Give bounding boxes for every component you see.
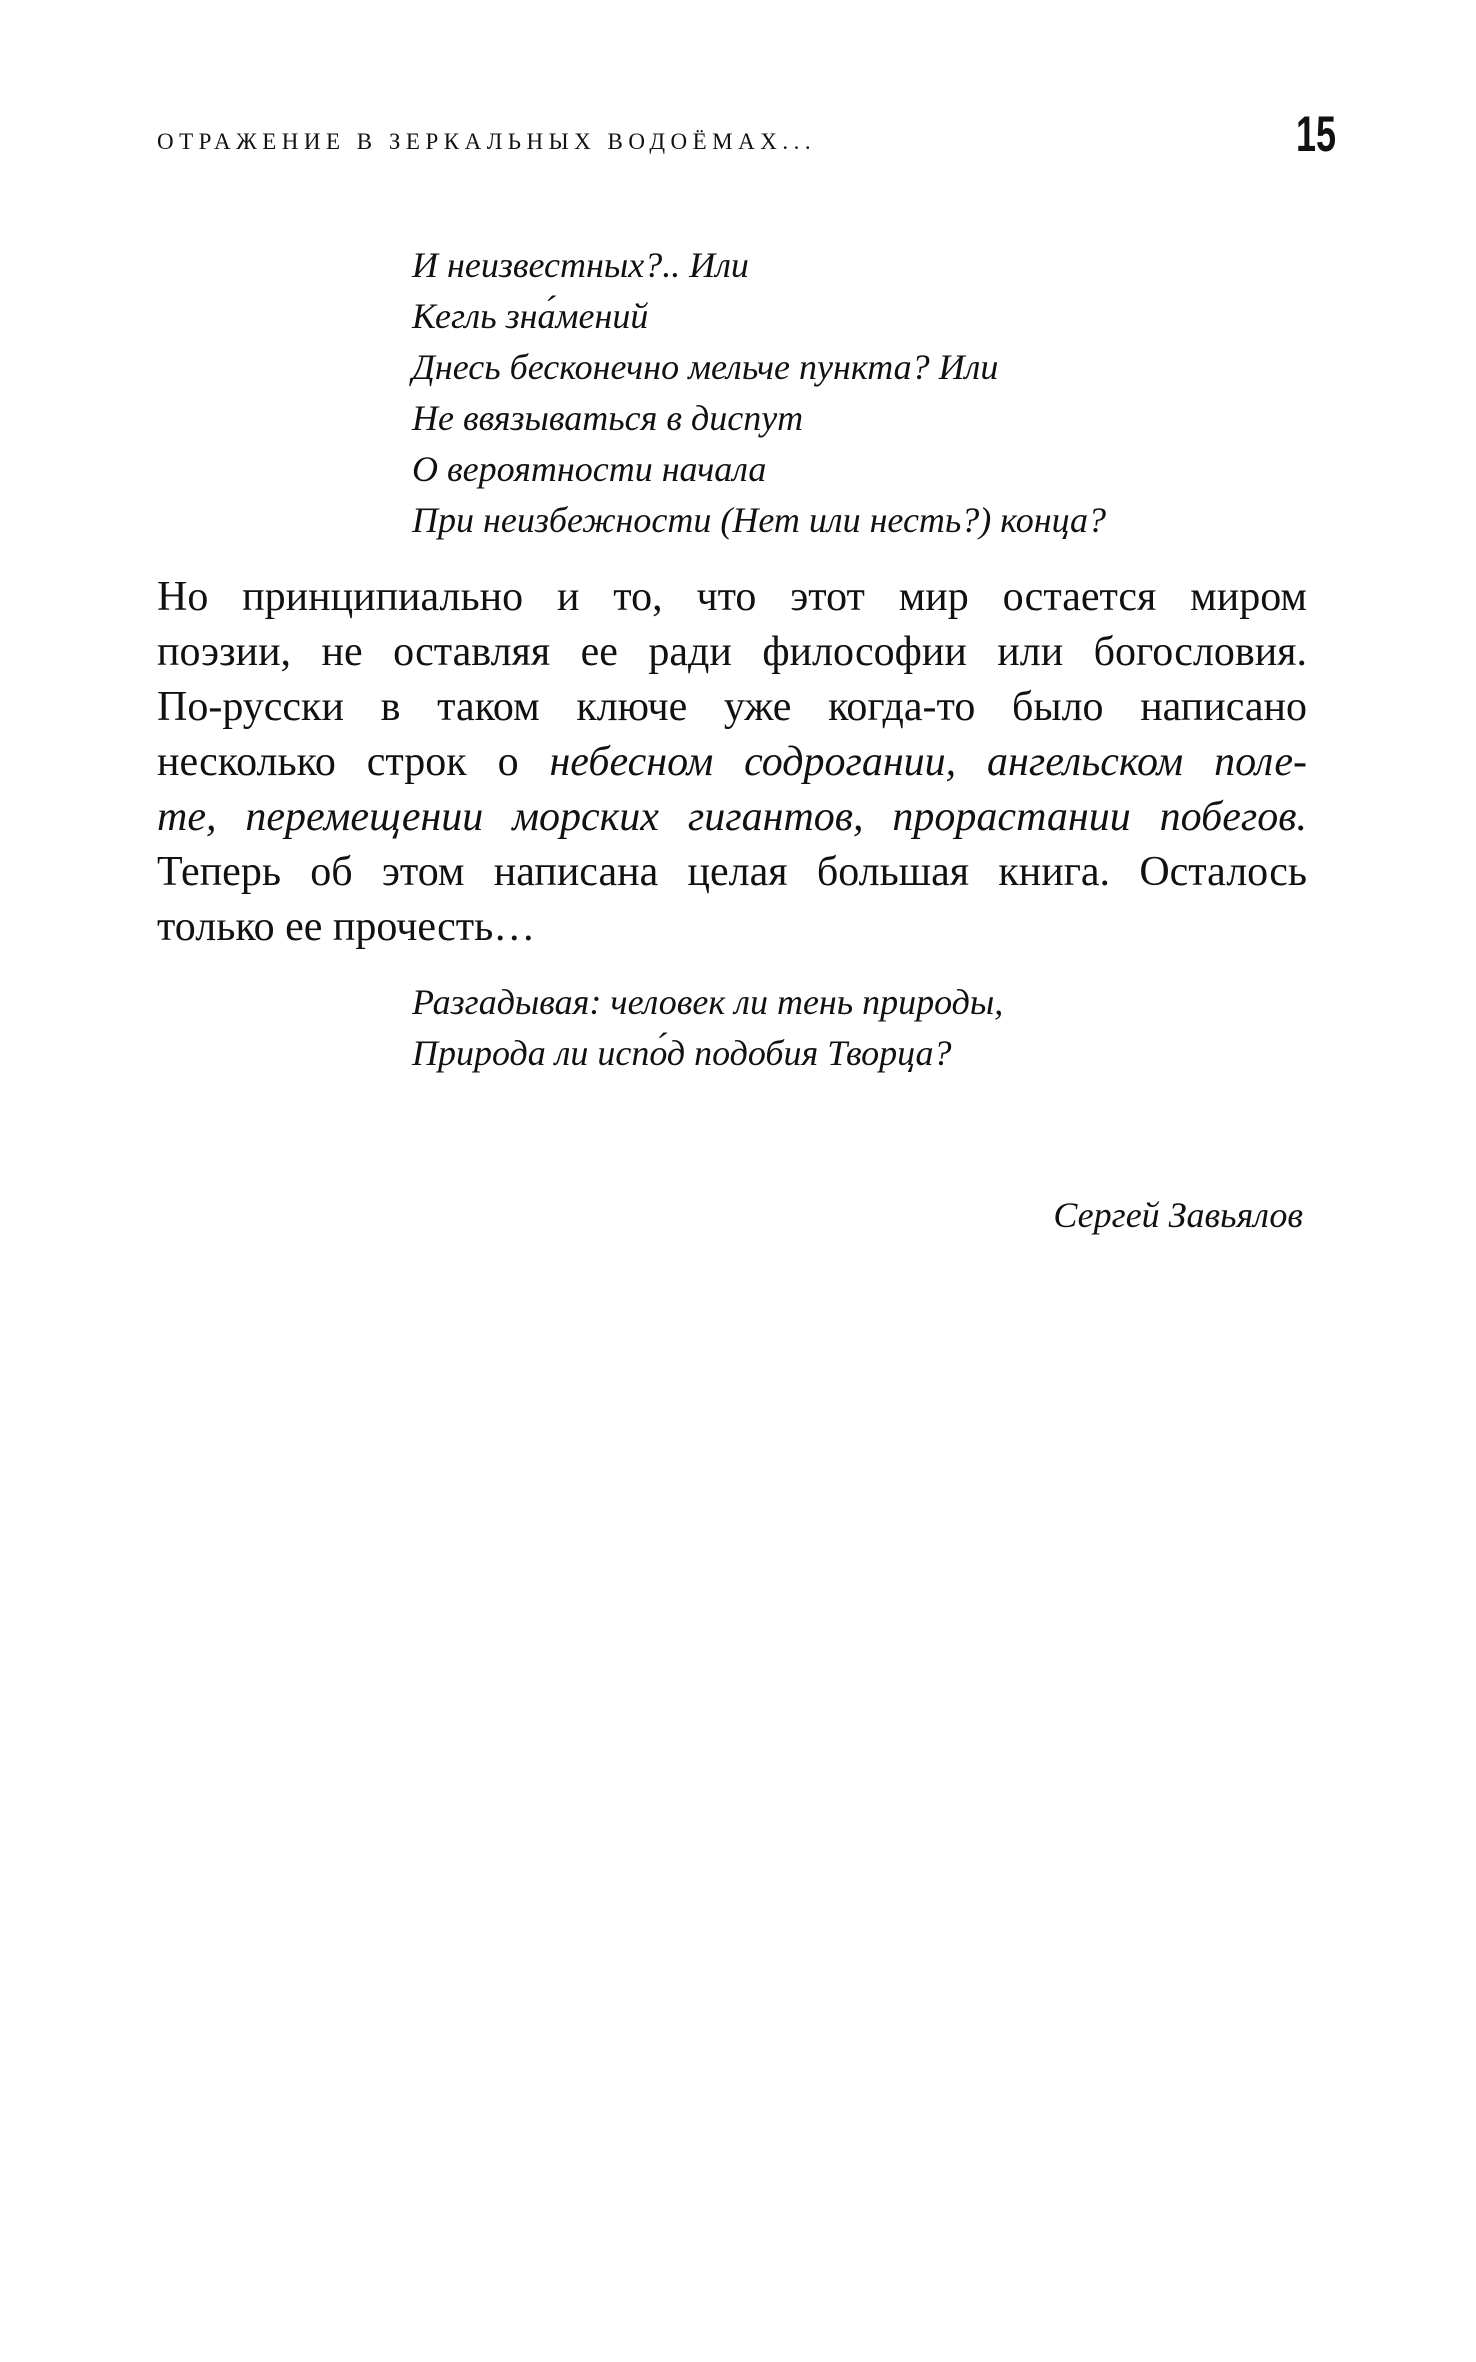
verse-line: Природа ли испо́д подобия Творца? [412, 1033, 952, 1073]
paragraph-line: поэзии, не оставляя ее ради философии или богословия. [157, 629, 1307, 675]
verse-line: И неизвестных?.. Или [412, 245, 749, 285]
body-paragraph [157, 570, 1307, 955]
verse-line: О вероятности начала [412, 449, 767, 489]
verse-line: Днесь бесконечно мельче пункта? Или [412, 347, 999, 387]
verse-quote [412, 977, 1003, 1079]
paragraph-line: Теперь об этом написана целая большая книга. Осталось [157, 849, 1307, 895]
verse-line: При неизбежности (Нет или несть?) конца? [412, 500, 1107, 540]
paragraph-line [157, 790, 1307, 845]
verse-line: Не ввязываться в диспут [412, 398, 804, 438]
running-title: ОТРАЖЕНИЕ В ЗЕРКАЛЬНЫХ ВОДОЁМАХ... [157, 129, 817, 154]
verse-line: Кегль зна́мений [412, 296, 649, 336]
page-number: 15 [1296, 106, 1337, 162]
paragraph-italic-text: те, перемещении морских гигантов, прорастании побегов. [157, 794, 1307, 840]
paragraph-line: только ее прочесть… [157, 904, 536, 950]
paragraph-line: По-русски в таком ключе уже когда-то было написано [157, 684, 1307, 730]
author-signature: Сергей Завьялов [1053, 1195, 1303, 1235]
paragraph-text: несколько строк о [157, 739, 550, 785]
paragraph-line: Но принципиально и то, что этот мир остается миром [157, 574, 1307, 620]
verse-epigraph [412, 240, 1106, 546]
verse-line: Разгадывая: человек ли тень природы, [412, 982, 1004, 1022]
paragraph-italic-text: небесном содрогании, ангельском поле- [549, 739, 1308, 785]
paragraph-line [157, 735, 1307, 790]
